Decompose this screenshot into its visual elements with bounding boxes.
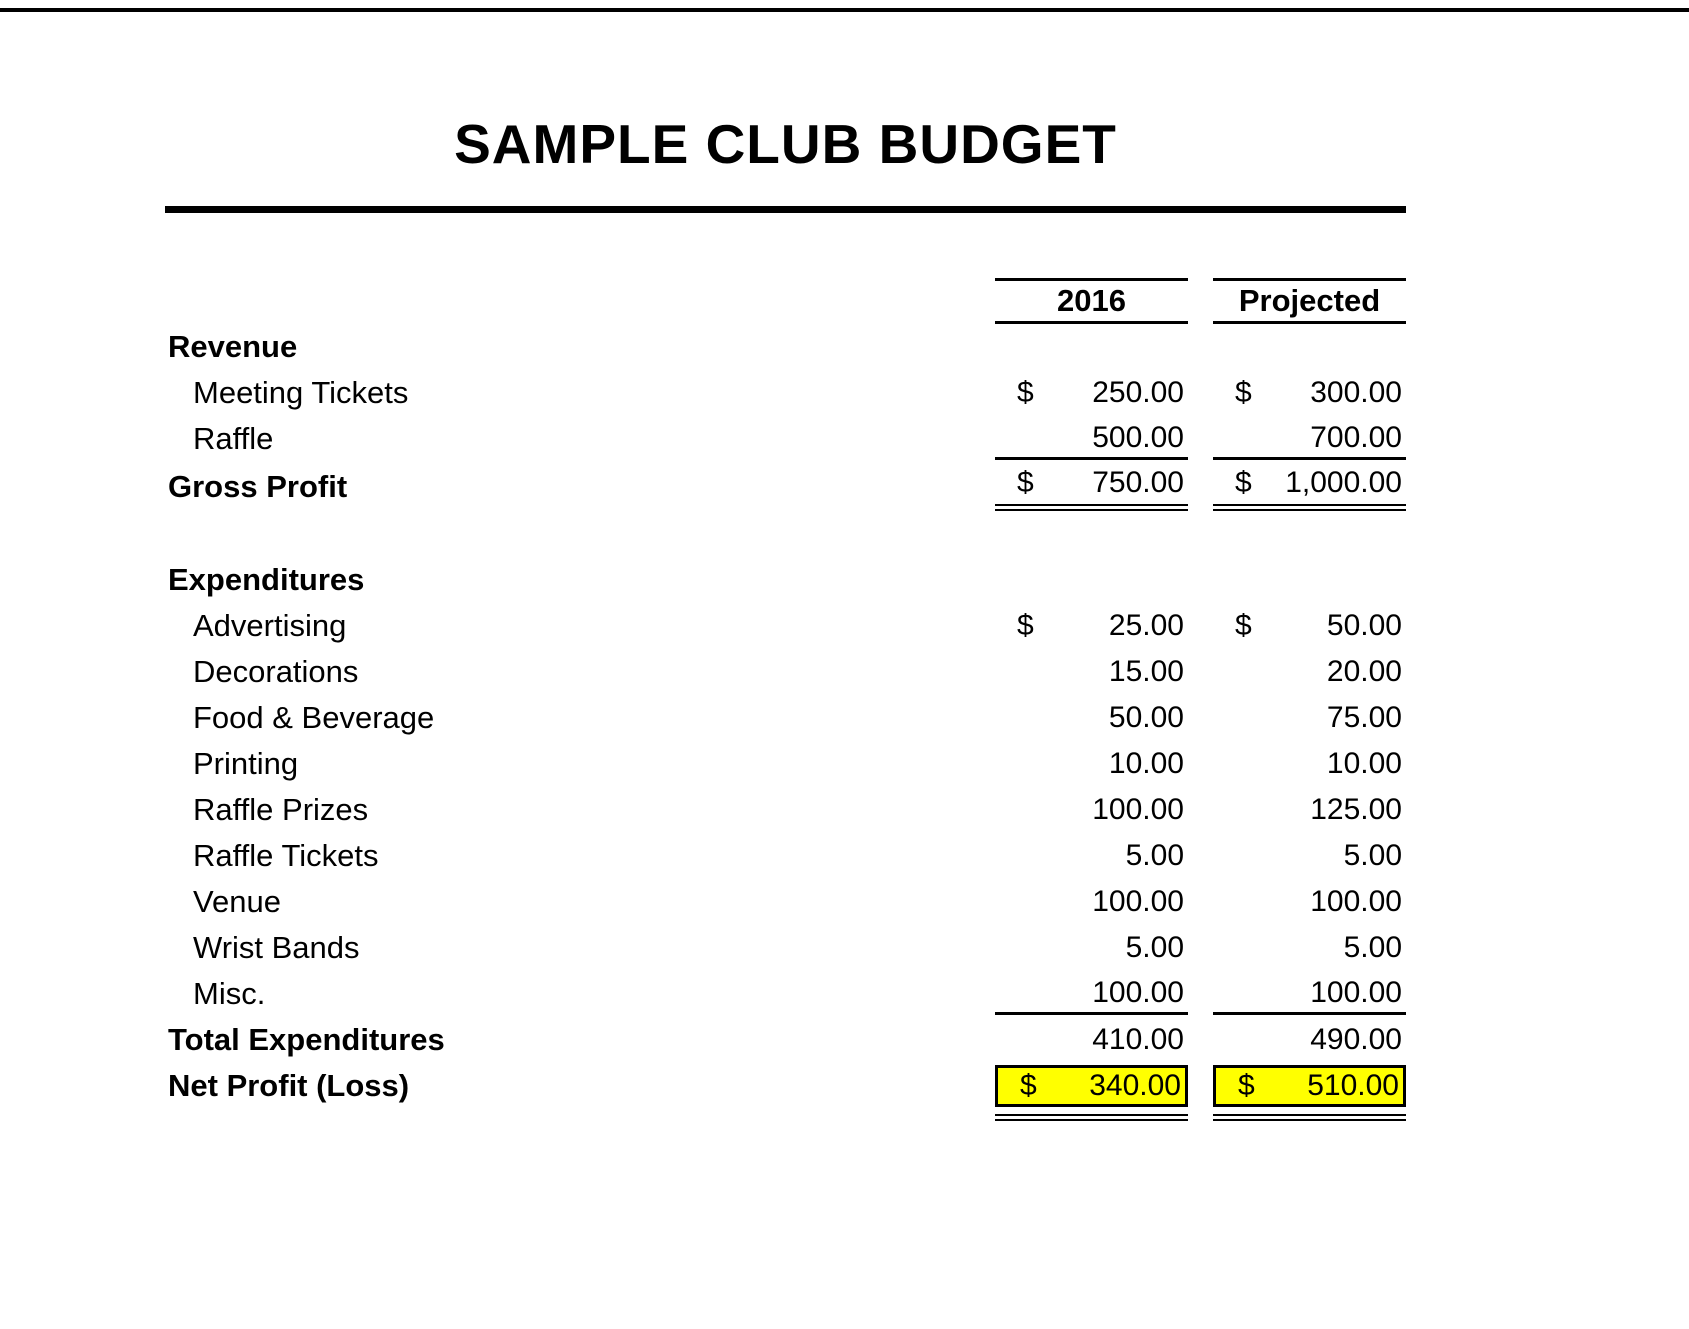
cell-2016-highlighted [995,1065,1188,1107]
amount: 5.00 [1125,839,1184,872]
amount: 100.00 [1092,885,1184,918]
row-label: Revenue [168,329,298,364]
cell-2016 [995,372,1188,414]
cell-projected [1213,418,1406,460]
cell-2016 [995,743,1188,785]
row-advertising [165,603,1406,649]
cell-2016 [995,835,1188,877]
row-net-profit [165,1063,1406,1109]
page-title: SAMPLE CLUB BUDGET [454,113,1117,175]
amount: 300.00 [1310,376,1402,409]
amount: 50.00 [1108,701,1184,734]
bottom-double-rule-row [165,1109,1406,1125]
row-gross-profit [165,462,1406,511]
amount: 1,000.00 [1285,466,1402,499]
budget-document [165,0,1406,1125]
cell-2016 [995,973,1188,1015]
row-label: Raffle Prizes [193,792,369,827]
cell-2016 [995,326,1188,368]
cell-2016 [995,418,1188,460]
cell-2016 [995,697,1188,739]
cell-2016 [995,789,1188,831]
currency-symbol: $ [1235,466,1252,499]
amount: 10.00 [1326,747,1402,780]
row-label: Expenditures [168,562,365,597]
row-total-expenditures [165,1017,1406,1063]
currency-symbol: $ [1017,609,1034,642]
amount: 25.00 [1108,609,1184,642]
amount: 5.00 [1343,931,1402,964]
row-revenue-section [165,324,1406,370]
cell-2016 [995,1019,1188,1061]
cell-2016 [995,927,1188,969]
cell-projected [1213,973,1406,1015]
cell-projected [1213,326,1406,368]
amount: 750.00 [1092,466,1184,499]
row-label: Printing [193,746,299,781]
cell-2016 [995,559,1188,601]
cell-projected [1213,697,1406,739]
row-label: Total Expenditures [168,1022,445,1057]
blank-row [165,511,1406,557]
row-venue [165,879,1406,925]
cell-projected [1213,372,1406,414]
row-raffle [165,416,1406,462]
currency-symbol: $ [1235,609,1252,642]
amount: 75.00 [1326,701,1402,734]
amount: 340.00 [1089,1069,1181,1102]
row-label: Meeting Tickets [193,375,409,410]
row-expenditures-section [165,557,1406,603]
row-label: Decorations [193,654,359,689]
cell-projected [1213,1019,1406,1061]
currency-symbol: $ [1020,1069,1037,1102]
cell-2016 [995,881,1188,923]
cell-projected [1213,743,1406,785]
row-label: Wrist Bands [193,930,360,965]
row-printing [165,741,1406,787]
cell-projected [1213,605,1406,647]
amount: 410.00 [1092,1023,1184,1056]
row-label: Gross Profit [168,468,348,504]
row-food-beverage [165,695,1406,741]
double-rule-2016 [995,1114,1188,1121]
amount: 100.00 [1092,793,1184,826]
cell-projected [1213,881,1406,923]
row-label: Raffle [193,421,274,456]
cell-2016 [995,462,1188,511]
currency-symbol: $ [1238,1069,1255,1102]
amount: 15.00 [1108,655,1184,688]
budget-table [165,278,1406,1125]
amount: 100.00 [1092,975,1184,1009]
amount: 700.00 [1310,420,1402,454]
amount: 5.00 [1125,931,1184,964]
amount: 50.00 [1326,609,1402,642]
title-divider-rule [165,206,1406,213]
amount: 20.00 [1326,655,1402,688]
amount: 10.00 [1108,747,1184,780]
row-label: Misc. [193,976,266,1011]
column-header-row [165,278,1406,324]
row-label: Net Profit (Loss) [168,1068,410,1103]
row-meeting-tickets [165,370,1406,416]
row-raffle-tickets [165,833,1406,879]
row-decorations [165,649,1406,695]
row-label: Food & Beverage [193,700,435,735]
cell-projected [1213,559,1406,601]
column-header-projected: Projected [1213,278,1406,324]
row-raffle-prizes [165,787,1406,833]
row-label: Raffle Tickets [193,838,379,873]
column-header-2016: 2016 [995,278,1188,324]
cell-projected [1213,651,1406,693]
cell-projected [1213,789,1406,831]
amount: 500.00 [1092,420,1184,454]
amount: 125.00 [1310,793,1402,826]
row-wrist-bands [165,925,1406,971]
amount: 5.00 [1343,839,1402,872]
currency-symbol: $ [1017,376,1034,409]
row-label: Advertising [193,608,347,643]
cell-projected-highlighted [1213,1065,1406,1107]
amount: 100.00 [1310,885,1402,918]
amount: 250.00 [1092,376,1184,409]
currency-symbol: $ [1235,376,1252,409]
currency-symbol: $ [1017,466,1034,499]
amount: 490.00 [1310,1023,1402,1056]
amount: 100.00 [1310,975,1402,1009]
double-rule-projected [1213,1114,1406,1121]
cell-2016 [995,651,1188,693]
row-misc [165,971,1406,1017]
row-label: Venue [193,884,281,919]
cell-2016 [995,605,1188,647]
cell-projected [1213,462,1406,511]
amount: 510.00 [1307,1069,1399,1102]
cell-projected [1213,835,1406,877]
cell-projected [1213,927,1406,969]
